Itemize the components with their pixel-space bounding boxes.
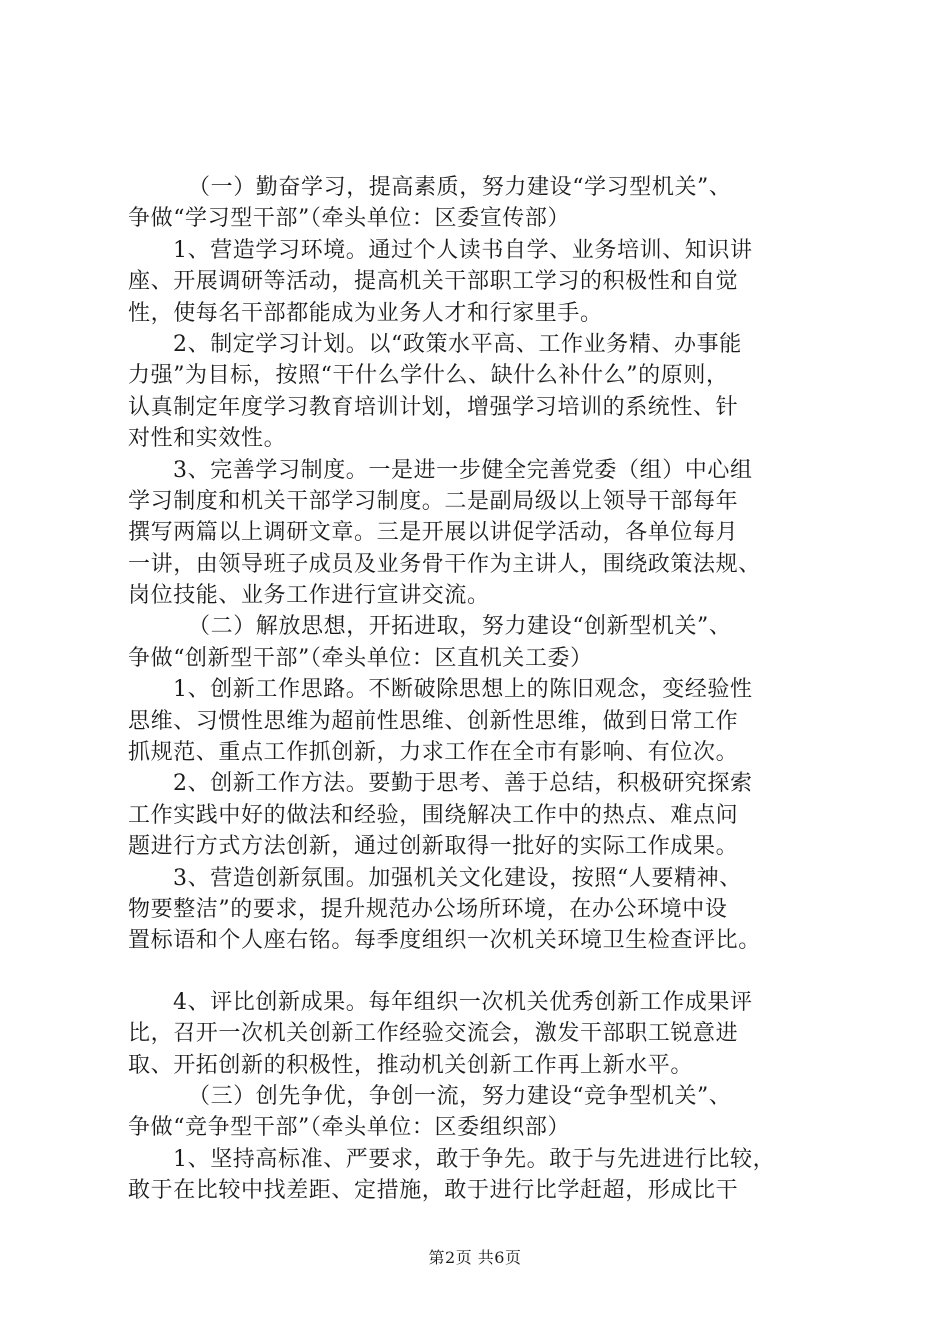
paragraph-line: 比，召开一次机关创新工作经验交流会，激发干部职工锐意进 [128, 1021, 739, 1047]
paragraph-line: 敢于在比较中找差距、定措施，敢于进行比学赶超，形成比干 [128, 1178, 739, 1204]
page-number-footer: 第2页 共6页 [428, 1248, 522, 1267]
paragraph-line: 物要整洁”的要求，提升规范办公场所环境，在办公环境中设 [128, 896, 728, 922]
paragraph-line: 对性和实效性。 [128, 426, 287, 452]
section-heading-2-cont: 争做“创新型干部”（牵头单位：区直机关工委） [128, 645, 593, 671]
section-heading-3: （三）创先争优，争创一流，努力建设“竞争型机关”、 [188, 1083, 732, 1109]
paragraph-line: 座、开展调研等活动，提高机关干部职工学习的积极性和自觉 [128, 269, 739, 295]
paragraph-gap [128, 957, 853, 987]
section-heading-1-cont: 争做“学习型干部”（牵头单位：区委宣传部） [128, 206, 571, 232]
document-body [128, 172, 853, 1207]
paragraph-line: 3、完善学习制度。一是进一步健全完善党委（组）中心组 [173, 457, 753, 483]
paragraph-line: 工作实践中好的做法和经验，围绕解决工作中的热点、难点问 [128, 802, 739, 828]
paragraph-line: 认真制定年度学习教育培训计划，增强学习培训的系统性、针 [128, 394, 739, 420]
paragraph-line: 4、评比创新成果。每年组织一次机关优秀创新工作成果评 [173, 989, 753, 1015]
paragraph-line: 撰写两篇以上调研文章。三是开展以讲促学活动，各单位每月 [128, 520, 739, 546]
paragraph-line: 性，使每名干部都能成为业务人才和行家里手。 [128, 300, 603, 326]
paragraph-line: 3、营造创新氛围。加强机关文化建设，按照“人要精神、 [173, 865, 742, 891]
section-heading-2: （二）解放思想，开拓进取，努力建设“创新型机关”、 [188, 614, 732, 640]
paragraph-line: 抓规范、重点工作抓创新，力求工作在全市有影响、有位次。 [128, 740, 739, 766]
paragraph-line: 思维、习惯性思维为超前性思维、创新性思维，做到日常工作 [128, 708, 739, 734]
paragraph-line: 题进行方式方法创新，通过创新取得一批好的实际工作成果。 [128, 834, 739, 860]
paragraph-line: 学习制度和机关干部学习制度。二是副局级以上领导干部每年 [128, 488, 739, 514]
paragraph-line: 2、创新工作方法。要勤于思考、善于总结，积极研究探索 [173, 771, 753, 797]
paragraph-line: 一讲，由领导班子成员及业务骨干作为主讲人，围绕政策法规、 [128, 551, 761, 577]
paragraph-line: 取、开拓创新的积极性，推动机关创新工作再上新水平。 [128, 1052, 694, 1078]
paragraph-line: 2、制定学习计划。以“政策水平高、工作业务精、办事能 [173, 331, 742, 357]
paragraph-line: 1、营造学习环境。通过个人读书自学、业务培训、知识讲 [173, 237, 753, 263]
paragraph-line: 1、创新工作思路。不断破除思想上的陈旧观念，变经验性 [173, 677, 753, 703]
paragraph-line: 岗位技能、业务工作进行宣讲交流。 [128, 583, 490, 609]
section-heading-1: （一）勤奋学习，提高素质，努力建设“学习型机关”、 [188, 175, 732, 200]
paragraph-line: 1、坚持高标准、严要求，敢于争先。敢于与先进进行比较， [173, 1146, 776, 1172]
section-heading-3-cont: 争做“竞争型干部”（牵头单位：区委组织部） [128, 1115, 571, 1141]
paragraph-line: 置标语和个人座右铭。每季度组织一次机关环境卫生检查评比。 [128, 928, 761, 954]
paragraph-line: 力强”为目标，按照“干什么学什么、缺什么补什么”的原则， [128, 363, 729, 389]
